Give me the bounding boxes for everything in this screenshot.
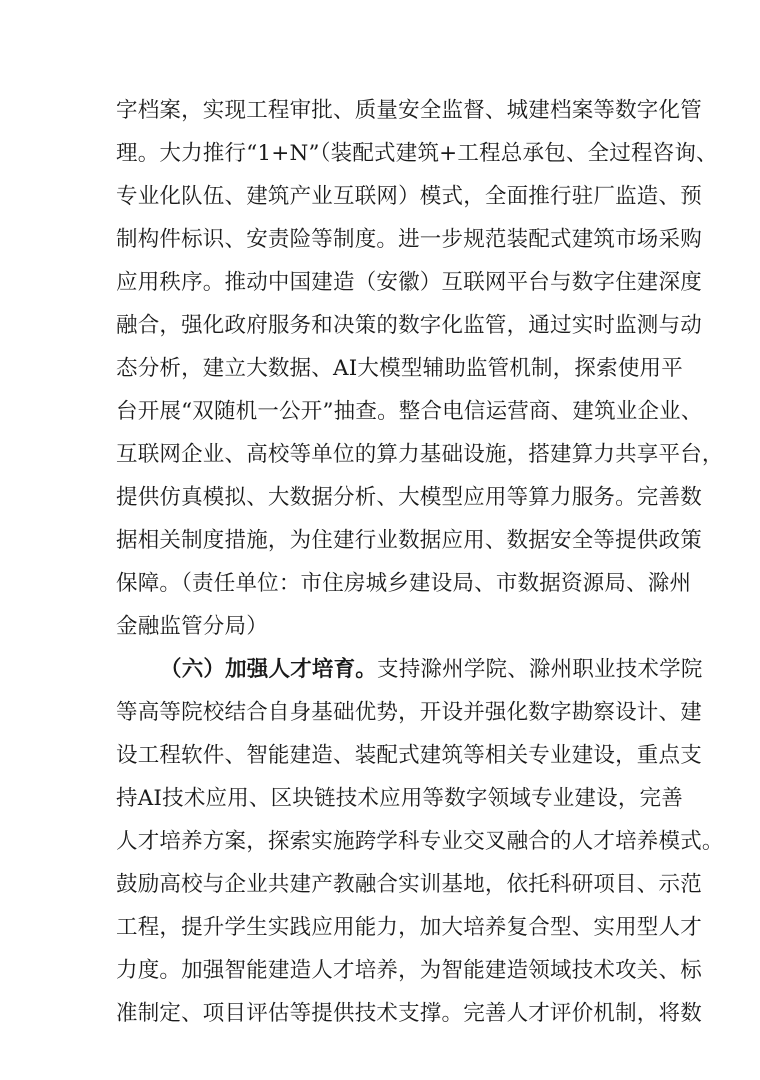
paragraph-line: 设工程软件、智能建造、装配式建筑等相关专业建设，重点支	[116, 743, 702, 768]
paragraph-line: 准制定、项目评估等提供技术支撑。完善人才评价机制，将数	[116, 1001, 702, 1026]
paragraph-line: 制构件标识、安责险等制度。进一步规范装配式建筑市场采购	[116, 227, 702, 252]
paragraph-line: 力度。加强智能建造人才培养，为智能建造领域技术攻关、标	[116, 958, 702, 983]
paragraph-line: 鼓励高校与企业共建产教融合实训基地，依托科研项目、示范	[116, 872, 702, 897]
paragraph-line: 应用秩序。推动中国建造（安徽）互联网平台与数字住建深度	[116, 270, 702, 295]
section-first-line	[160, 650, 703, 690]
section-first-line-text: 支持滁州学院、滁州职业技术学院	[377, 657, 703, 682]
paragraph-line: 等高等院校结合自身基础优势，开设并强化数字勘察设计、建	[116, 700, 702, 725]
paragraph-line: 字档案，实现工程审批、质量安全监督、城建档案等数字化管	[116, 98, 702, 123]
paragraph-line: 理。大力推行“1+N”（装配式建筑+工程总承包、全过程咨询、	[116, 141, 718, 166]
paragraph-line: 台开展“双随机一公开”抽查。整合电信运营商、建筑业企业、	[116, 399, 703, 424]
paragraph-line: 保障。（责任单位：市住房城乡建设局、市数据资源局、滁州	[116, 571, 692, 596]
paragraph-line: 人才培养方案，探索实施跨学科专业交叉融合的人才培养模式。	[116, 829, 724, 854]
paragraph-line: 提供仿真模拟、大数据分析、大模型应用等算力服务。完善数	[116, 485, 702, 510]
paragraph-line: 持AI技术应用、区块链技术应用等数字领域专业建设，完善	[116, 786, 683, 811]
paragraph-line: 据相关制度措施，为住建行业数据应用、数据安全等提供政策	[116, 528, 702, 553]
paragraph-line: 专业化队伍、建筑产业互联网）模式，全面推行驻厂监造、预	[116, 184, 702, 209]
paragraph-line: 融合，强化政府服务和决策的数字化监管，通过实时监测与动	[116, 313, 702, 338]
paragraph-line: 工程，提升学生实践应用能力，加大培养复合型、实用型人才	[116, 915, 702, 940]
paragraph-line: 互联网企业、高校等单位的算力基础设施，搭建算力共享平台，	[116, 442, 724, 467]
paragraph-line: 金融监管分局）	[116, 614, 268, 639]
paragraph-line: 态分析，建立大数据、AI大模型辅助监管机制，探索使用平	[116, 356, 683, 381]
section-heading: （六）加强人才培育。	[160, 657, 378, 682]
